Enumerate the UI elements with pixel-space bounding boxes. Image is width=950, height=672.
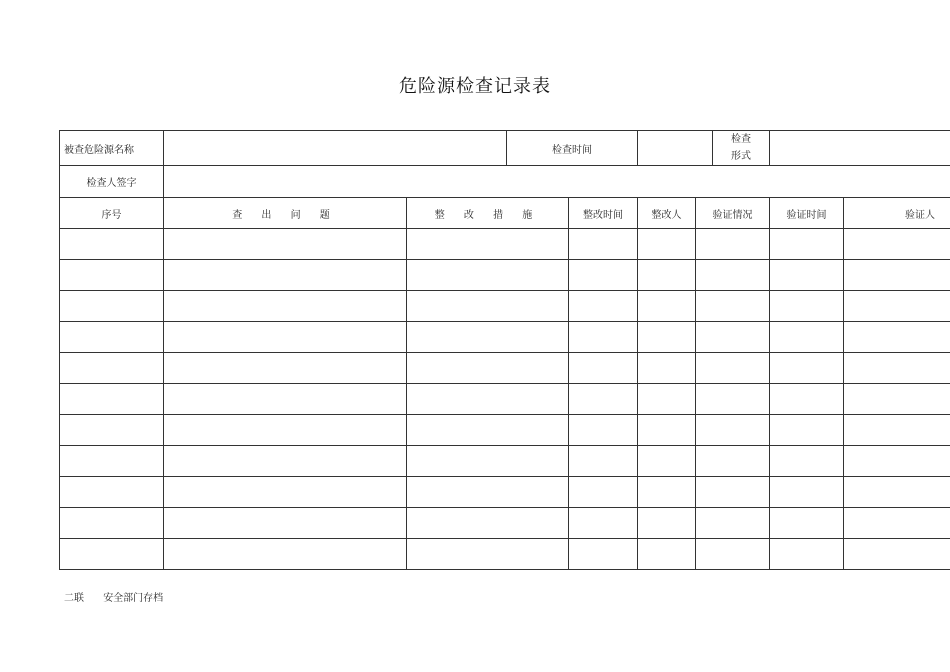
cell-verify-status[interactable] (696, 322, 770, 353)
check-form-label (713, 131, 770, 166)
footer-copy: 二联 (64, 593, 84, 604)
cell-verify-time[interactable] (770, 539, 844, 570)
record-rows (60, 229, 950, 570)
cell-measures[interactable] (407, 322, 569, 353)
footer-note (64, 589, 163, 604)
cell-rectifier[interactable] (638, 353, 696, 384)
header-row-1 (60, 131, 950, 166)
cell-problem[interactable] (164, 260, 407, 291)
footer-archive: 安全部门存档 (103, 593, 164, 604)
cell-measures[interactable] (407, 539, 569, 570)
cell-index[interactable] (60, 291, 164, 322)
cell-rectify-time[interactable] (569, 384, 638, 415)
cell-verify-time[interactable] (770, 477, 844, 508)
cell-rectifier[interactable] (638, 415, 696, 446)
table-row (60, 353, 950, 384)
form-title: 危险源检查记录表 (399, 76, 551, 97)
cell-problem[interactable] (164, 477, 407, 508)
table-row (60, 322, 950, 353)
cell-measures[interactable] (407, 415, 569, 446)
cell-rectify-time[interactable] (569, 260, 638, 291)
cell-index[interactable] (60, 322, 164, 353)
cell-verify-time[interactable] (770, 291, 844, 322)
table-row (60, 446, 950, 477)
cell-verifier[interactable] (844, 353, 950, 384)
cell-rectifier[interactable] (638, 229, 696, 260)
cell-index[interactable] (60, 353, 164, 384)
cell-rectifier[interactable] (638, 508, 696, 539)
cell-verifier[interactable] (844, 508, 950, 539)
cell-problem[interactable] (164, 508, 407, 539)
cell-rectify-time[interactable] (569, 415, 638, 446)
check-form-cell[interactable] (770, 131, 950, 166)
cell-rectifier[interactable] (638, 446, 696, 477)
cell-verify-status[interactable] (696, 260, 770, 291)
cell-verify-time[interactable] (770, 508, 844, 539)
cell-verify-time[interactable] (770, 384, 844, 415)
cell-rectify-time[interactable] (569, 322, 638, 353)
cell-verify-status[interactable] (696, 508, 770, 539)
cell-rectify-time[interactable] (569, 353, 638, 384)
cell-verify-time[interactable] (770, 415, 844, 446)
cell-problem[interactable] (164, 322, 407, 353)
cell-rectify-time[interactable] (569, 446, 638, 477)
col-header-measures: 整 改 措 施 (407, 198, 569, 229)
cell-verifier[interactable] (844, 446, 950, 477)
table-row (60, 260, 950, 291)
cell-measures[interactable] (407, 446, 569, 477)
header-row-2 (60, 166, 950, 198)
cell-measures[interactable] (407, 477, 569, 508)
cell-verify-time[interactable] (770, 353, 844, 384)
cell-rectify-time[interactable] (569, 229, 638, 260)
cell-verify-time[interactable] (770, 229, 844, 260)
table-row (60, 384, 950, 415)
col-header-verify-status: 验证情况 (696, 198, 770, 229)
cell-rectifier[interactable] (638, 539, 696, 570)
cell-problem[interactable] (164, 291, 407, 322)
cell-verify-status[interactable] (696, 384, 770, 415)
cell-measures[interactable] (407, 384, 569, 415)
cell-verify-time[interactable] (770, 322, 844, 353)
check-form-label-line-2: 形式 (731, 151, 751, 162)
inspection-record-table (59, 130, 950, 570)
check-time-label: 检查时间 (507, 131, 638, 166)
cell-verifier[interactable] (844, 229, 950, 260)
cell-index[interactable] (60, 539, 164, 570)
cell-verifier[interactable] (844, 260, 950, 291)
cell-rectifier[interactable] (638, 477, 696, 508)
cell-verifier[interactable] (844, 384, 950, 415)
cell-verify-status[interactable] (696, 477, 770, 508)
cell-index[interactable] (60, 415, 164, 446)
cell-verify-time[interactable] (770, 260, 844, 291)
cell-rectifier[interactable] (638, 291, 696, 322)
column-header-row (60, 198, 950, 229)
cell-index[interactable] (60, 260, 164, 291)
cell-index[interactable] (60, 477, 164, 508)
cell-verifier[interactable] (844, 415, 950, 446)
cell-rectify-time[interactable] (569, 477, 638, 508)
cell-problem[interactable] (164, 446, 407, 477)
cell-rectifier[interactable] (638, 322, 696, 353)
table-row (60, 229, 950, 260)
cell-problem[interactable] (164, 384, 407, 415)
cell-verifier[interactable] (844, 539, 950, 570)
cell-measures[interactable] (407, 353, 569, 384)
col-header-rectifier: 整改人 (638, 198, 696, 229)
table-row (60, 539, 950, 570)
cell-index[interactable] (60, 384, 164, 415)
table-row (60, 477, 950, 508)
cell-verify-status[interactable] (696, 229, 770, 260)
cell-problem[interactable] (164, 415, 407, 446)
cell-measures[interactable] (407, 291, 569, 322)
col-header-index: 序号 (60, 198, 164, 229)
cell-verify-status[interactable] (696, 353, 770, 384)
cell-rectify-time[interactable] (569, 508, 638, 539)
cell-rectifier[interactable] (638, 384, 696, 415)
col-header-verifier: 验证人 (844, 198, 950, 229)
col-header-verify-time: 验证时间 (770, 198, 844, 229)
table-row (60, 291, 950, 322)
cell-rectify-time[interactable] (569, 539, 638, 570)
cell-verify-status[interactable] (696, 291, 770, 322)
cell-measures[interactable] (407, 260, 569, 291)
cell-verifier[interactable] (844, 477, 950, 508)
cell-problem[interactable] (164, 229, 407, 260)
cell-index[interactable] (60, 446, 164, 477)
hazard-name-cell[interactable] (164, 131, 507, 166)
table-row (60, 508, 950, 539)
cell-rectify-time[interactable] (569, 291, 638, 322)
check-form-label-line-1: 检查 (731, 134, 751, 145)
cell-verify-status[interactable] (696, 539, 770, 570)
cell-verifier[interactable] (844, 322, 950, 353)
cell-verify-time[interactable] (770, 446, 844, 477)
hazard-name-label: 被查危险源名称 (60, 131, 164, 166)
col-header-rectify-time: 整改时间 (569, 198, 638, 229)
check-time-cell[interactable] (638, 131, 713, 166)
cell-index[interactable] (60, 229, 164, 260)
table-row (60, 415, 950, 446)
cell-index[interactable] (60, 508, 164, 539)
inspector-sign-label: 检查人签字 (60, 166, 164, 198)
cell-measures[interactable] (407, 508, 569, 539)
cell-measures[interactable] (407, 229, 569, 260)
col-header-problem: 查 出 问 题 (164, 198, 407, 229)
cell-problem[interactable] (164, 539, 407, 570)
cell-verify-status[interactable] (696, 446, 770, 477)
cell-rectifier[interactable] (638, 260, 696, 291)
inspector-sign-cell[interactable] (164, 166, 950, 198)
cell-problem[interactable] (164, 353, 407, 384)
cell-verifier[interactable] (844, 291, 950, 322)
cell-verify-status[interactable] (696, 415, 770, 446)
